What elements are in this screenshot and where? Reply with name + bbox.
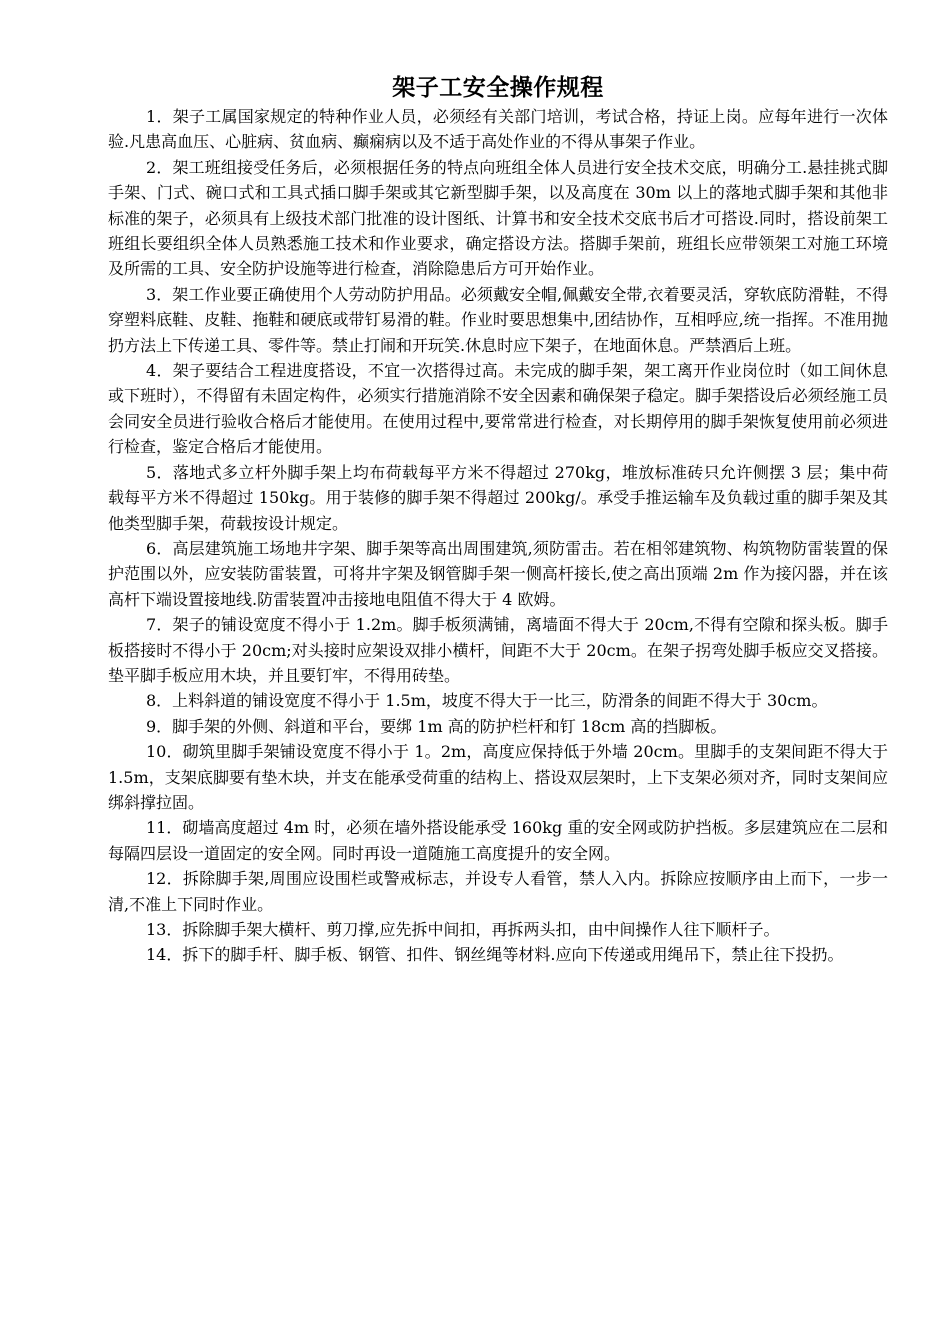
paragraph-7: 7．架子的铺设宽度不得小于 1.2m。脚手板须满铺，离墙面不得大于 20cm,不得有空隙和探头板。脚手板搭接时不得小于 20cm;对头接时应架设双排小横杆，间距不大于 20cm。在架子拐弯处脚手板应交叉搭接。垫平脚手板应用木块，并且要钉牢，不得用砖垫。 <box>108 615 888 685</box>
document-title: 架子工安全操作规程 <box>392 75 604 101</box>
paragraph-14: 14．拆下的脚手杆、脚手板、钢管、扣件、钢丝绳等材料.应向下传递或用绳吊下，禁止往下投扔。 <box>146 945 844 965</box>
paragraph-8: 8．上料斜道的铺设宽度不得小于 1.5m，坡度不得大于一比三，防滑条的间距不得大于 30cm。 <box>146 691 828 711</box>
paragraph-13: 13．拆除脚手架大横杆、剪刀撑,应先拆中间扣，再拆两头扣，由中间操作人往下顺杆子。 <box>146 920 780 939</box>
paragraph-11: 11．砌墙高度超过 4m 时，必须在墙外搭设能承受 160kg 重的安全网或防护挡板。多层建筑应在二层和每隔四层设一道固定的安全网。同时再设一道随施工高度提升的安全网。 <box>108 818 888 863</box>
document-page <box>108 72 888 968</box>
paragraph-5: 5．落地式多立杆外脚手架上均布荷载每平方米不得超过 270kg，堆放标准砖只允许侧摆 3 层；集中荷载每平方米不得超过 150kg。用于装修的脚手架不得超过 200kg/。承受手推运输车及负载过重的脚手架及其他类型脚手架，荷载按设计规定。 <box>108 462 888 533</box>
paragraph-10: 10．砌筑里脚手架铺设宽度不得小于 1。2m，高度应保持低于外墙 20cm。里脚手的支架间距不得大于 1.5m，支架底脚要有垫木块，并支在能承受荷重的结构上、搭设双层架时，上下支架必须对齐，同时支架间应绑斜撑拉固。 <box>108 742 888 812</box>
paragraph-4: 4．架子要结合工程进度搭设，不宜一次搭得过高。未完成的脚手架，架工离开作业岗位时（如工间休息或下班时），不得留有未固定构件，必须实行措施消除不安全因素和确保架子稳定。脚手架搭设后必须经施工员会同安全员进行验收合格后才能使用。在使用过程中,要常常进行检查，对长期停用的脚手架恢复使用前必须进行检查，鉴定合格后才能使用。 <box>108 361 888 457</box>
paragraph-12: 12．拆除脚手架,周围应设围栏或警戒标志，并设专人看管，禁人入内。拆除应按顺序由上而下，一步一清,不准上下同时作业。 <box>108 869 888 914</box>
paragraph-9: 9．脚手架的外侧、斜道和平台，要绑 1m 高的防护栏杆和钉 18cm 高的挡脚板。 <box>146 716 727 736</box>
paragraph-1: 1．架子工属国家规定的特种作业人员，必须经有关部门培训，考试合格，持证上岗。应每年进行一次体验.凡患高血压、心脏病、贫血病、癫痫病以及不适于高处作业的不得从事架子作业。 <box>108 107 888 152</box>
paragraph-2: 2．架工班组接受任务后，必须根据任务的特点向班组全体人员进行安全技术交底，明确分工.悬挂挑式脚手架、门式、碗口式和工具式插口脚手架或其它新型脚手架，以及高度在 30m 以上的落地式脚手架和其他非标准的架子，必须具有上级技术部门批准的设计图纸、计算书和安全技术交底书后才可搭设.同时，搭设前架工班组长要组织全体人员熟悉施工技术和作业要求，确定搭设方法。搭脚手架前，班组长应带领架工对施工环境及所需的工具、安全防护设施等进行检查，消除隐患后方可开始作业。 <box>108 157 888 279</box>
paragraph-3: 3．架工作业要正确使用个人劳动防护用品。必须戴安全帽,佩戴安全带,衣着要灵活，穿软底防滑鞋，不得穿塑料底鞋、皮鞋、拖鞋和硬底或带钉易滑的鞋。作业时要思想集中,团结协作，互相呼应,统一指挥。不准用抛扔方法上下传递工具、零件等。禁止打闹和开玩笑.休息时应下架子，在地面休息。严禁酒后上班。 <box>108 284 888 355</box>
paragraph-6: 6．高层建筑施工场地井字架、脚手架等高出周围建筑,须防雷击。若在相邻建筑物、构筑物防雷装置的保护范围以外，应安装防雷装置，可将井字架及钢管脚手架一侧高杆接长,使之高出顶端 2m 作为接闪器，并在该高杆下端设置接地线.防雷装置冲击接地电阻值不得大于 4 欧姆。 <box>108 538 888 609</box>
